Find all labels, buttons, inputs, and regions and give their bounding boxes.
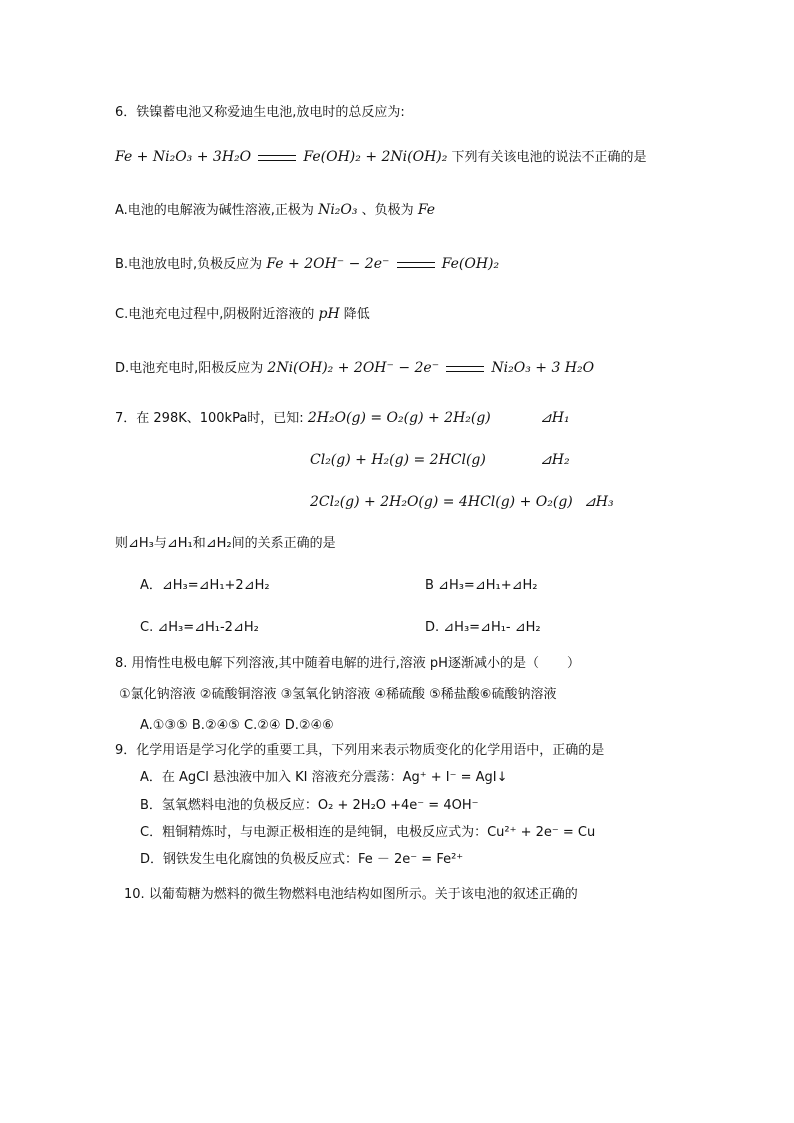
q6-option-d-text: D.电池充电时,阳极反应为: [115, 361, 264, 376]
q6-option-a-math2: Fe: [417, 202, 436, 218]
q6-option-c-tail: 降低: [343, 307, 370, 322]
q6-option-b: [115, 255, 499, 274]
q6-option-a: [115, 201, 435, 220]
equals-sign-icon: [258, 155, 296, 161]
q6-equation-rhs: Fe(OH)₂ + 2Ni(OH)₂: [303, 149, 448, 165]
q6-option-c: [115, 305, 370, 324]
q7-dh3: ⊿H₃: [584, 494, 614, 510]
q6-option-d-rhs: Ni₂O₃ + 3 H₂O: [491, 360, 595, 376]
q7-question: 则⊿H₃与⊿H₁和⊿H₂间的关系正确的是: [115, 536, 336, 551]
q6-option-b-text: B.电池放电时,负极反应为: [115, 257, 263, 272]
q6-option-b-lhs: Fe + 2OH⁻ − 2e⁻: [266, 256, 390, 272]
q7-option-c: C. ⊿H₃=⊿H₁-2⊿H₂: [140, 620, 259, 635]
q7-stem: [115, 409, 491, 428]
q8-stem-text: 8. 用惰性电极电解下列溶液,其中随着电解的进行,溶液 pH逐渐减小的是（: [115, 656, 539, 671]
q6-option-a-math1: Ni₂O₃: [318, 202, 358, 218]
q7-option-a: A．⊿H₃=⊿H₁+2⊿H₂: [140, 578, 270, 593]
q7-eq3: 2Cl₂(g) + 2H₂O(g) = 4HCl(g) + O₂(g): [310, 494, 573, 510]
q6-stem: 6．铁镍蓄电池又称爱迪生电池,放电时的总反应为:: [115, 105, 405, 120]
q6-option-a-text: A.电池的电解液为碱性溶液,正极为: [115, 203, 314, 218]
q6-equation: [115, 148, 647, 167]
q6-option-d: [115, 359, 594, 378]
q6-option-a-mid: 、负极为: [361, 203, 414, 218]
q8-stem-close: ）: [566, 656, 580, 671]
q6-equation-lhs: Fe + Ni₂O₃ + 3H₂O: [115, 149, 252, 165]
q7-stem-text: 7．在 298K、100kPa时，已知:: [115, 411, 304, 426]
q7-option-b: B ⊿H₃=⊿H₁+⊿H₂: [425, 578, 538, 593]
q8-options: A.①③⑤ B.②④⑤ C.②④ D.②④⑥: [140, 718, 334, 733]
q6-option-c-math: pH: [318, 306, 340, 322]
q6-option-b-rhs: Fe(OH)₂: [441, 256, 500, 272]
q7-dh2: ⊿H₂: [540, 452, 570, 468]
q9-stem: 9．化学用语是学习化学的重要工具，下列用来表示物质变化的化学用语中，正确的是: [115, 743, 605, 758]
q6-option-d-lhs: 2Ni(OH)₂ + 2OH⁻ − 2e⁻: [267, 360, 440, 376]
q8-items: ①氯化钠溶液 ②硫酸铜溶液 ③氢氧化钠溶液 ④稀硫酸 ⑤稀盐酸⑥硫酸钠溶液: [119, 687, 557, 702]
q9-option-d: D．钢铁发生电化腐蚀的负极反应式：Fe － 2e⁻ = Fe²⁺: [140, 852, 464, 867]
q7-dh1: ⊿H₁: [540, 410, 570, 426]
equals-sign-icon: [397, 262, 435, 268]
q9-option-a: A．在 AgCl 悬浊液中加入 KI 溶液充分震荡：Ag⁺ + I⁻ = AgI↓: [140, 770, 508, 785]
q7-eq1: 2H₂O(g) = O₂(g) + 2H₂(g): [307, 410, 491, 426]
q7-option-d: D. ⊿H₃=⊿H₁- ⊿H₂: [425, 620, 541, 635]
equals-sign-icon: [446, 366, 484, 372]
q8-stem: [115, 655, 580, 673]
q6-equation-tail: 下列有关该电池的说法不正确的是: [451, 150, 647, 165]
q9-option-b: B．氢氧燃料电池的负极反应：O₂ + 2H₂O +4e⁻ = 4OH⁻: [140, 798, 479, 813]
q9-option-c: C．粗铜精炼时，与电源正极相连的是纯铜，电极反应式为：Cu²⁺ + 2e⁻ = Cu: [140, 825, 596, 840]
q10-stem: 10. 以葡萄糖为燃料的微生物燃料电池结构如图所示。关于该电池的叙述正确的: [124, 887, 578, 902]
q6-option-c-text: C.电池充电过程中,阴极附近溶液的: [115, 307, 315, 322]
q7-eq2: Cl₂(g) + H₂(g) = 2HCl(g): [310, 452, 486, 468]
